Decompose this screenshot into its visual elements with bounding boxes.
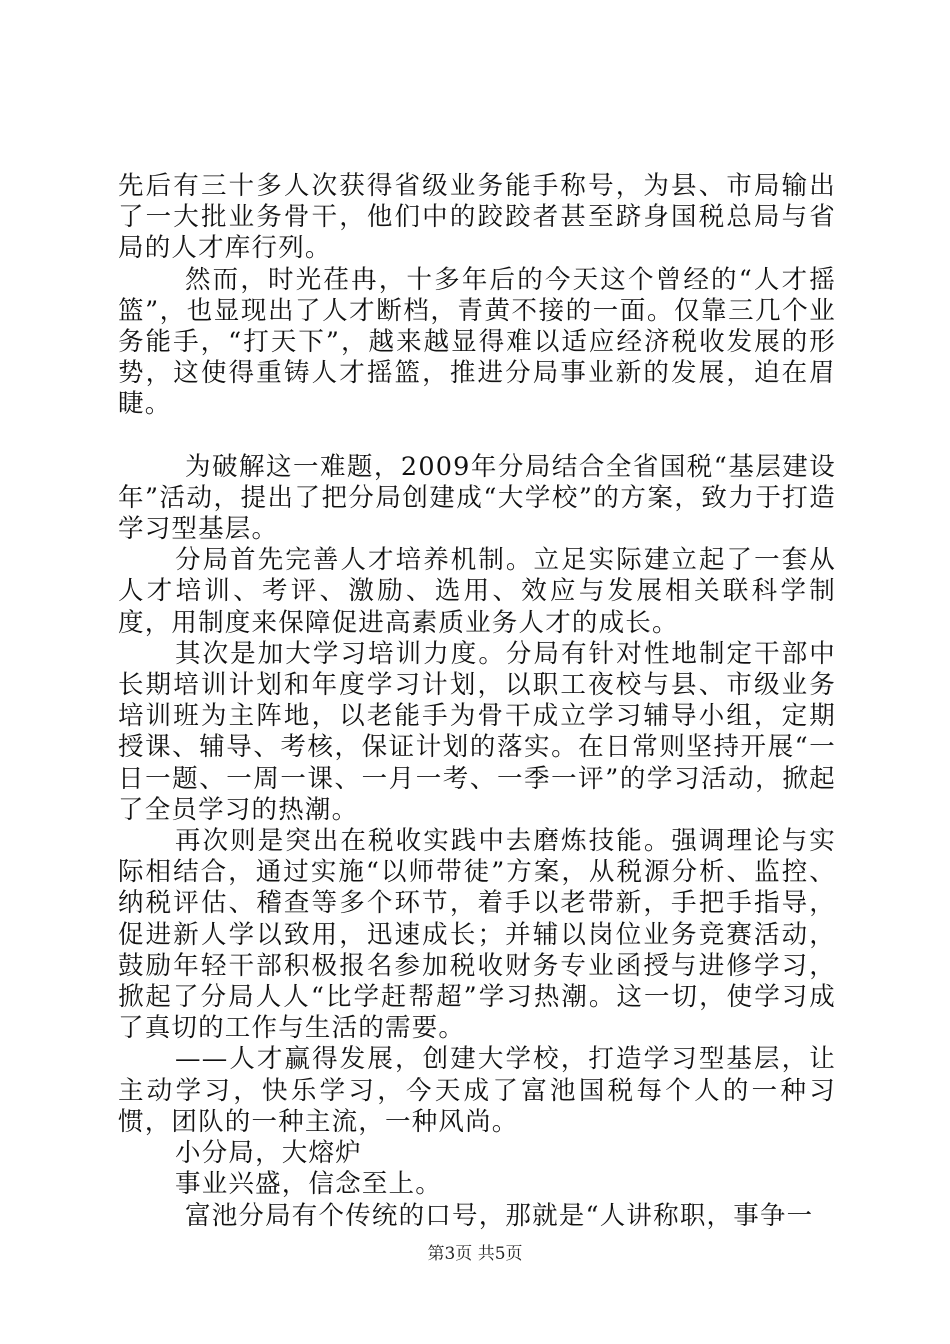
paragraph-2: 然而，时光荏冉，十多年后的今天这个曾经的“人才摇篮”，也显现出了人才断档，青黄不接的一面。仅靠三几个业务能手，“打天下”，越来越显得难以适应经济税收发展的形势，这使得重铸人才摇篮，推进分局事业新的发展，迫在眉睫。 bbox=[118, 264, 836, 420]
document-body bbox=[118, 171, 836, 1232]
paragraph-1: 先后有三十多人次获得省级业务能手称号，为县、市局输出了一大批业务骨干，他们中的跤跤者甚至跻身国税总局与省局的人才库行列。 bbox=[118, 171, 836, 264]
section-heading: 小分局，大熔炉 bbox=[175, 1138, 362, 1169]
paragraph-9: 富池分局有个传统的口号，那就是“人讲称职，事争一 bbox=[185, 1200, 814, 1231]
paragraph-5: 其次是加大学习培训力度。分局有针对性地制定干部中长期培训计划和年度学习计划，以职工夜校与县、市级业务培训班为主阵地，以老能手为骨干成立学习辅导小组，定期授课、辅导、考核，保证计划的落实。在日常则坚持开展“一日一题、一周一课、一月一考、一季一评”的学习活动，掀起了全员学习的热潮。 bbox=[118, 638, 836, 825]
paragraph-8: 事业兴盛，信念至上。 bbox=[175, 1169, 443, 1200]
paragraph-4: 分局首先完善人才培养机制。立足实际建立起了一套从人才培训、考评、激励、选用、效应与发展相关联科学制度，用制度来保障促进高素质业务人才的成长。 bbox=[118, 545, 836, 638]
paragraph-3: 为破解这一难题，2009年分局结合全省国税“基层建设年”活动，提出了把分局创建成“大学校”的方案，致力于打造学习型基层。 bbox=[118, 451, 836, 545]
page-number-footer: 第3页 共5页 bbox=[427, 1244, 523, 1264]
paragraph-6: 再次则是突出在税收实践中去磨炼技能。强调理论与实际相结合，通过实施“以师带徒”方案，从税源分析、监控、纳税评估、稽查等多个环节，着手以老带新，手把手指导，促进新人学以致用，迅速成长；并辅以岗位业务竞赛活动，鼓励年轻干部积极报名参加税收财务专业函授与进修学习，掀起了分局人人“比学赶帮超”学习热潮。这一切，使学习成了真切的工作与生活的需要。 bbox=[118, 826, 836, 1044]
paragraph-7: ——人才赢得发展，创建大学校，打造学习型基层，让主动学习，快乐学习，今天成了富池国税每个人的一种习惯，团队的一种主流，一种风尚。 bbox=[118, 1044, 836, 1137]
